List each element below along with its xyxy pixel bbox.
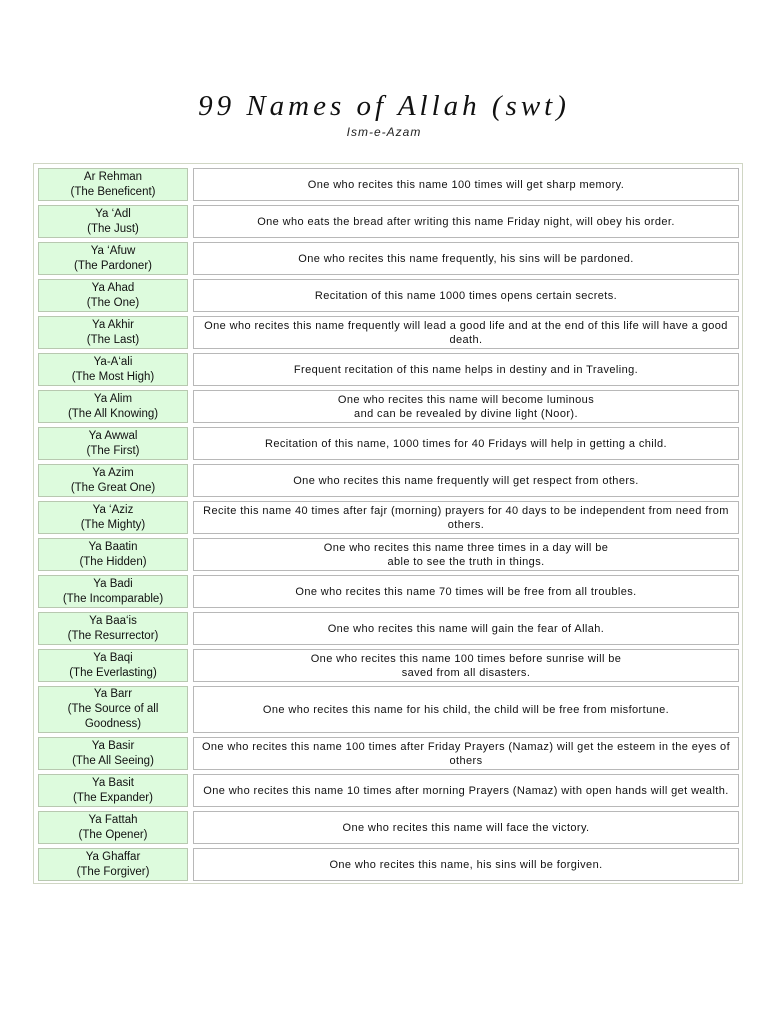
benefit-text: Frequent recitation of this name helps in destiny and in Traveling. (293, 363, 639, 376)
benefit-cell (193, 612, 739, 645)
name-label: Ya Basir (91, 739, 135, 752)
benefit-text: One who recites this name 100 times before sunrise will be saved from all disasters. (310, 652, 622, 679)
name-label: Ya Barr (93, 688, 133, 700)
table-row (38, 501, 739, 534)
benefit-text: One who recites this name 10 times after morning Prayers (Namaz) with open hands will get wealth. (203, 784, 729, 797)
name-cell (38, 575, 188, 608)
name-cell (38, 811, 188, 844)
benefit-text: One who recites this name frequently, his sins will be pardoned. (298, 252, 634, 265)
benefit-cell (193, 848, 739, 881)
benefit-cell (193, 649, 739, 682)
meaning-label: (The Pardoner) (74, 259, 152, 272)
meaning-label: (The Hidden) (79, 555, 147, 568)
benefit-text: One who recites this name frequently will get respect from others. (293, 474, 639, 487)
benefit-text: One who recites this name will become luminous and can be revealed by divine light (Noor). (337, 393, 595, 420)
table-row (38, 427, 739, 460)
meaning-label: (The Just) (87, 222, 139, 235)
meaning-label: (The Last) (86, 333, 140, 346)
name-cell (38, 316, 188, 349)
meaning-label: (The Forgiver) (76, 865, 150, 878)
benefit-text: One who recites this name will face the victory. (342, 821, 590, 834)
name-label: Ya Baqi (93, 651, 133, 664)
name-label: Ar Rehman (83, 170, 143, 183)
benefit-text: One who recites this name 70 times will be free from all troubles. (295, 585, 637, 598)
benefit-cell (193, 205, 739, 238)
name-label: Ya ‘Aziz (92, 503, 134, 516)
name-label: Ya Baa‘is (89, 614, 137, 627)
meaning-label: (The Incomparable) (62, 592, 164, 605)
meaning-label: (The Source of all Goodness) (67, 703, 159, 730)
benefit-text: Recitation of this name, 1000 times for 40 Fridays will help in getting a child. (265, 437, 667, 450)
meaning-label: (The Resurrector) (67, 629, 159, 642)
name-cell (38, 649, 188, 682)
name-cell (38, 242, 188, 275)
name-cell (38, 390, 188, 423)
name-cell (38, 353, 188, 386)
name-label: Ya Awwal (88, 429, 138, 442)
benefit-cell (193, 279, 739, 312)
table-row (38, 811, 739, 844)
page-title: 99 Names of Allah (swt) (198, 90, 570, 122)
benefit-text: One who recites this name three times in a day will be able to see the truth in things. (323, 541, 609, 568)
benefit-text: One who recites this name will gain the fear of Allah. (327, 622, 605, 635)
benefit-cell (193, 774, 739, 807)
name-label: Ya Ahad (91, 281, 135, 294)
name-label: Ya ‘Afuw (90, 244, 136, 257)
name-cell (38, 205, 188, 238)
benefit-cell (193, 242, 739, 275)
name-label: Ya Fattah (88, 813, 138, 826)
meaning-label: (The Everlasting) (69, 666, 157, 679)
benefit-text: One who recites this name, his sins will be forgiven. (329, 858, 603, 871)
benefit-text: One who recites this name 100 times will get sharp memory. (307, 178, 625, 191)
name-cell (38, 168, 188, 201)
benefit-text: Recite this name 40 times after fajr (morning) prayers for 40 days to be independent from need from others. (203, 504, 729, 531)
benefit-cell (193, 686, 739, 733)
table-row (38, 205, 739, 238)
benefit-cell (193, 464, 739, 497)
name-cell (38, 774, 188, 807)
name-cell (38, 501, 188, 534)
name-label: Ya Azim (92, 466, 134, 479)
name-label: Ya Baatin (88, 540, 138, 553)
table-row (38, 774, 739, 807)
name-cell (38, 427, 188, 460)
benefit-cell (193, 811, 739, 844)
benefit-text: One who recites this name 100 times after Friday Prayers (Namaz) will get the esteem in the eyes of others (201, 740, 731, 767)
meaning-label: (The First) (86, 444, 140, 457)
table-row (38, 848, 739, 881)
meaning-label: (The All Knowing) (67, 407, 159, 420)
table-row (38, 538, 739, 571)
table-row (38, 612, 739, 645)
benefit-cell (193, 575, 739, 608)
benefit-text: One who recites this name frequently will lead a good life and at the end of this life will have a good death. (204, 319, 728, 346)
meaning-label: (The Beneficent) (70, 185, 156, 198)
meaning-label: (The Mighty) (80, 518, 146, 531)
table-row (38, 279, 739, 312)
table-row (38, 390, 739, 423)
benefit-cell (193, 316, 739, 349)
table-row (38, 464, 739, 497)
page-subtitle: Ism-e-Azam (346, 125, 422, 139)
table-row (38, 649, 739, 682)
table-row (38, 242, 739, 275)
name-cell (38, 612, 188, 645)
name-cell (38, 686, 188, 733)
benefit-cell (193, 427, 739, 460)
meaning-label: (The Most High) (71, 370, 155, 383)
names-table (33, 163, 743, 884)
name-cell (38, 737, 188, 770)
meaning-label: (The Opener) (78, 828, 148, 841)
benefit-cell (193, 501, 739, 534)
name-cell (38, 279, 188, 312)
benefit-cell (193, 390, 739, 423)
table-row (38, 168, 739, 201)
name-cell (38, 538, 188, 571)
benefit-cell (193, 737, 739, 770)
name-label: Ya Basit (92, 776, 134, 789)
name-label: Ya Badi (93, 577, 133, 590)
table-row (38, 353, 739, 386)
benefit-cell (193, 168, 739, 201)
name-label: Ya ‘Adl (95, 207, 131, 220)
meaning-label: (The Great One) (70, 481, 156, 494)
meaning-label: (The One) (86, 296, 140, 309)
name-cell (38, 848, 188, 881)
benefit-cell (193, 538, 739, 571)
name-label: Ya Akhir (92, 318, 134, 331)
meaning-label: (The All Seeing) (72, 754, 154, 767)
benefit-cell (193, 353, 739, 386)
table-row (38, 737, 739, 770)
name-label: Ya-A‘ali (93, 355, 133, 368)
name-label: Ya Alim (93, 392, 133, 405)
table-row (38, 316, 739, 349)
benefit-text: One who eats the bread after writing this name Friday night, will obey his order. (257, 215, 675, 228)
name-cell (38, 464, 188, 497)
table-row (38, 575, 739, 608)
names-table-body (38, 168, 739, 881)
benefit-text: Recitation of this name 1000 times opens certain secrets. (314, 289, 618, 302)
table-row (38, 686, 739, 733)
name-label: Ya Ghaffar (85, 850, 141, 863)
meaning-label: (The Expander) (73, 791, 153, 804)
benefit-text: One who recites this name for his child, the child will be free from misfortune. (262, 703, 670, 716)
